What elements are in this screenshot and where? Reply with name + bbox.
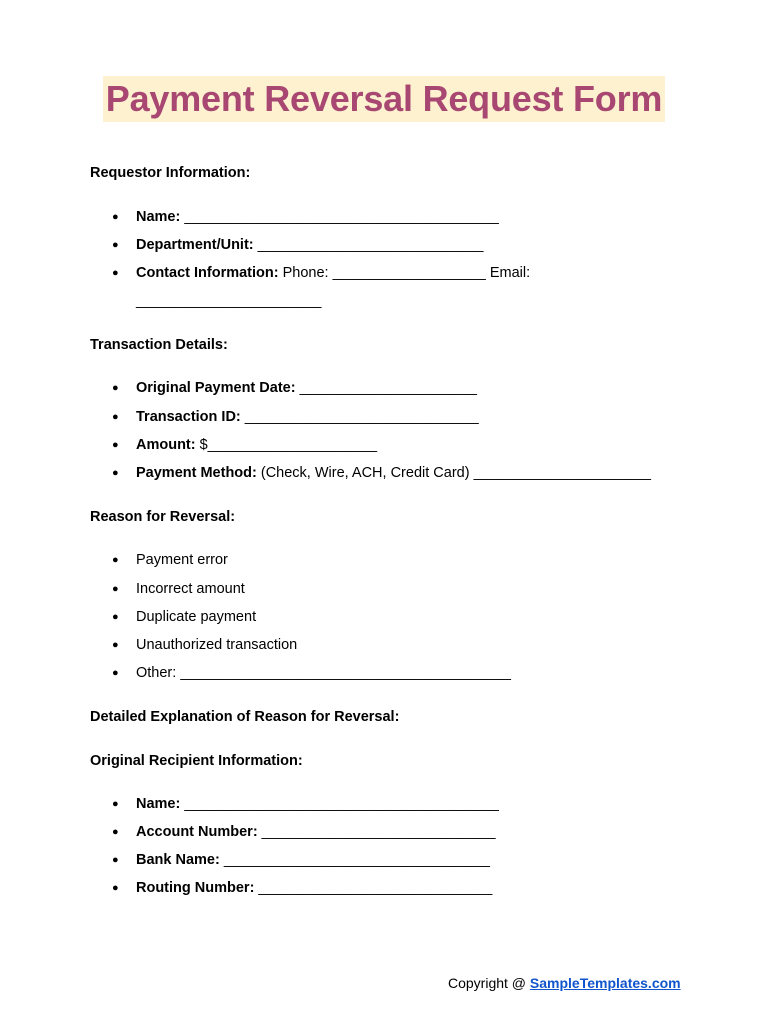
field-blank: _____________________________ — [240, 409, 479, 425]
bullet-icon: ● — [112, 826, 119, 838]
field-blank: Phone: ___________________ Email: — [278, 265, 531, 281]
field-label: Amount: — [136, 437, 196, 453]
footer-link[interactable]: SampleTemplates.com — [529, 975, 681, 991]
field-blank: $_____________________ — [195, 437, 378, 453]
field-blank: (Check, Wire, ACH, Credit Card) ______________________ — [256, 465, 651, 481]
bullet-icon: ● — [112, 467, 119, 479]
recipient-account-field[interactable] — [112, 823, 496, 841]
recipient-routing-field[interactable] — [112, 879, 492, 897]
field-blank: _______________________________________ — [180, 209, 499, 225]
requestor-department-field[interactable] — [112, 236, 483, 254]
requestor-email-blank[interactable]: _______________________ — [136, 293, 322, 309]
requestor-contact-field[interactable] — [112, 264, 530, 282]
bullet-icon: ● — [112, 583, 119, 595]
recipient-bank-field[interactable] — [112, 851, 490, 869]
field-blank: ____________________________ — [253, 237, 484, 253]
bullet-icon: ● — [112, 211, 119, 223]
section-heading-transaction: Transaction Details: — [90, 337, 228, 353]
transaction-amount-field[interactable] — [112, 436, 377, 454]
recipient-name-field[interactable] — [112, 795, 499, 813]
field-label: Payment Method: — [136, 465, 257, 481]
bullet-icon: ● — [112, 267, 119, 279]
reason-option[interactable] — [112, 636, 297, 654]
field-label: Original Payment Date: — [136, 380, 296, 396]
section-heading-recipient: Original Recipient Information: — [90, 753, 303, 769]
field-blank: ______________________ — [295, 380, 477, 396]
transaction-id-field[interactable] — [112, 408, 479, 426]
field-label: Bank Name: — [136, 852, 220, 868]
field-label: Department/Unit: — [136, 237, 254, 253]
bullet-icon: ● — [112, 239, 119, 251]
title-container — [0, 76, 768, 122]
field-label: Routing Number: — [136, 880, 255, 896]
field-label: Transaction ID: — [136, 409, 241, 425]
field-blank: _____________________________ — [254, 880, 493, 896]
transaction-date-field[interactable] — [112, 379, 477, 397]
section-heading-requestor: Requestor Information: — [90, 165, 251, 181]
field-label: Contact Information: — [136, 265, 279, 281]
section-heading-reason: Reason for Reversal: — [90, 509, 236, 525]
field-label: Name: — [136, 209, 181, 225]
field-label: Account Number: — [136, 824, 258, 840]
reason-option[interactable] — [112, 580, 245, 598]
field-label: Name: — [136, 796, 181, 812]
reason-option-label: Unauthorized transaction — [136, 637, 298, 653]
page-title: Payment Reversal Request Form — [103, 76, 665, 122]
reason-option-label: Other: _________________________________________ — [136, 665, 511, 681]
reason-option-label: Payment error — [136, 552, 228, 568]
section-heading-explanation: Detailed Explanation of Reason for Reversal: — [90, 709, 400, 725]
reason-option-label: Incorrect amount — [136, 581, 245, 597]
bullet-icon: ● — [112, 439, 119, 451]
bullet-icon: ● — [112, 554, 119, 566]
bullet-icon: ● — [112, 798, 119, 810]
requestor-name-field[interactable] — [112, 208, 499, 226]
bullet-icon: ● — [112, 854, 119, 866]
reason-option[interactable] — [112, 608, 256, 626]
bullet-icon: ● — [112, 611, 119, 623]
transaction-method-field[interactable] — [112, 464, 651, 482]
bullet-icon: ● — [112, 382, 119, 394]
footer — [448, 974, 681, 992]
reason-option-label: Duplicate payment — [136, 609, 257, 625]
bullet-icon: ● — [112, 882, 119, 894]
bullet-icon: ● — [112, 639, 119, 651]
bullet-icon: ● — [112, 411, 119, 423]
field-blank: _______________________________________ — [180, 796, 499, 812]
field-blank: _________________________________ — [219, 852, 490, 868]
reason-option-other[interactable] — [112, 664, 511, 682]
field-blank: _____________________________ — [257, 824, 496, 840]
copyright-text: Copyright @ — [448, 975, 530, 991]
bullet-icon: ● — [112, 667, 119, 679]
reason-option[interactable] — [112, 551, 228, 569]
